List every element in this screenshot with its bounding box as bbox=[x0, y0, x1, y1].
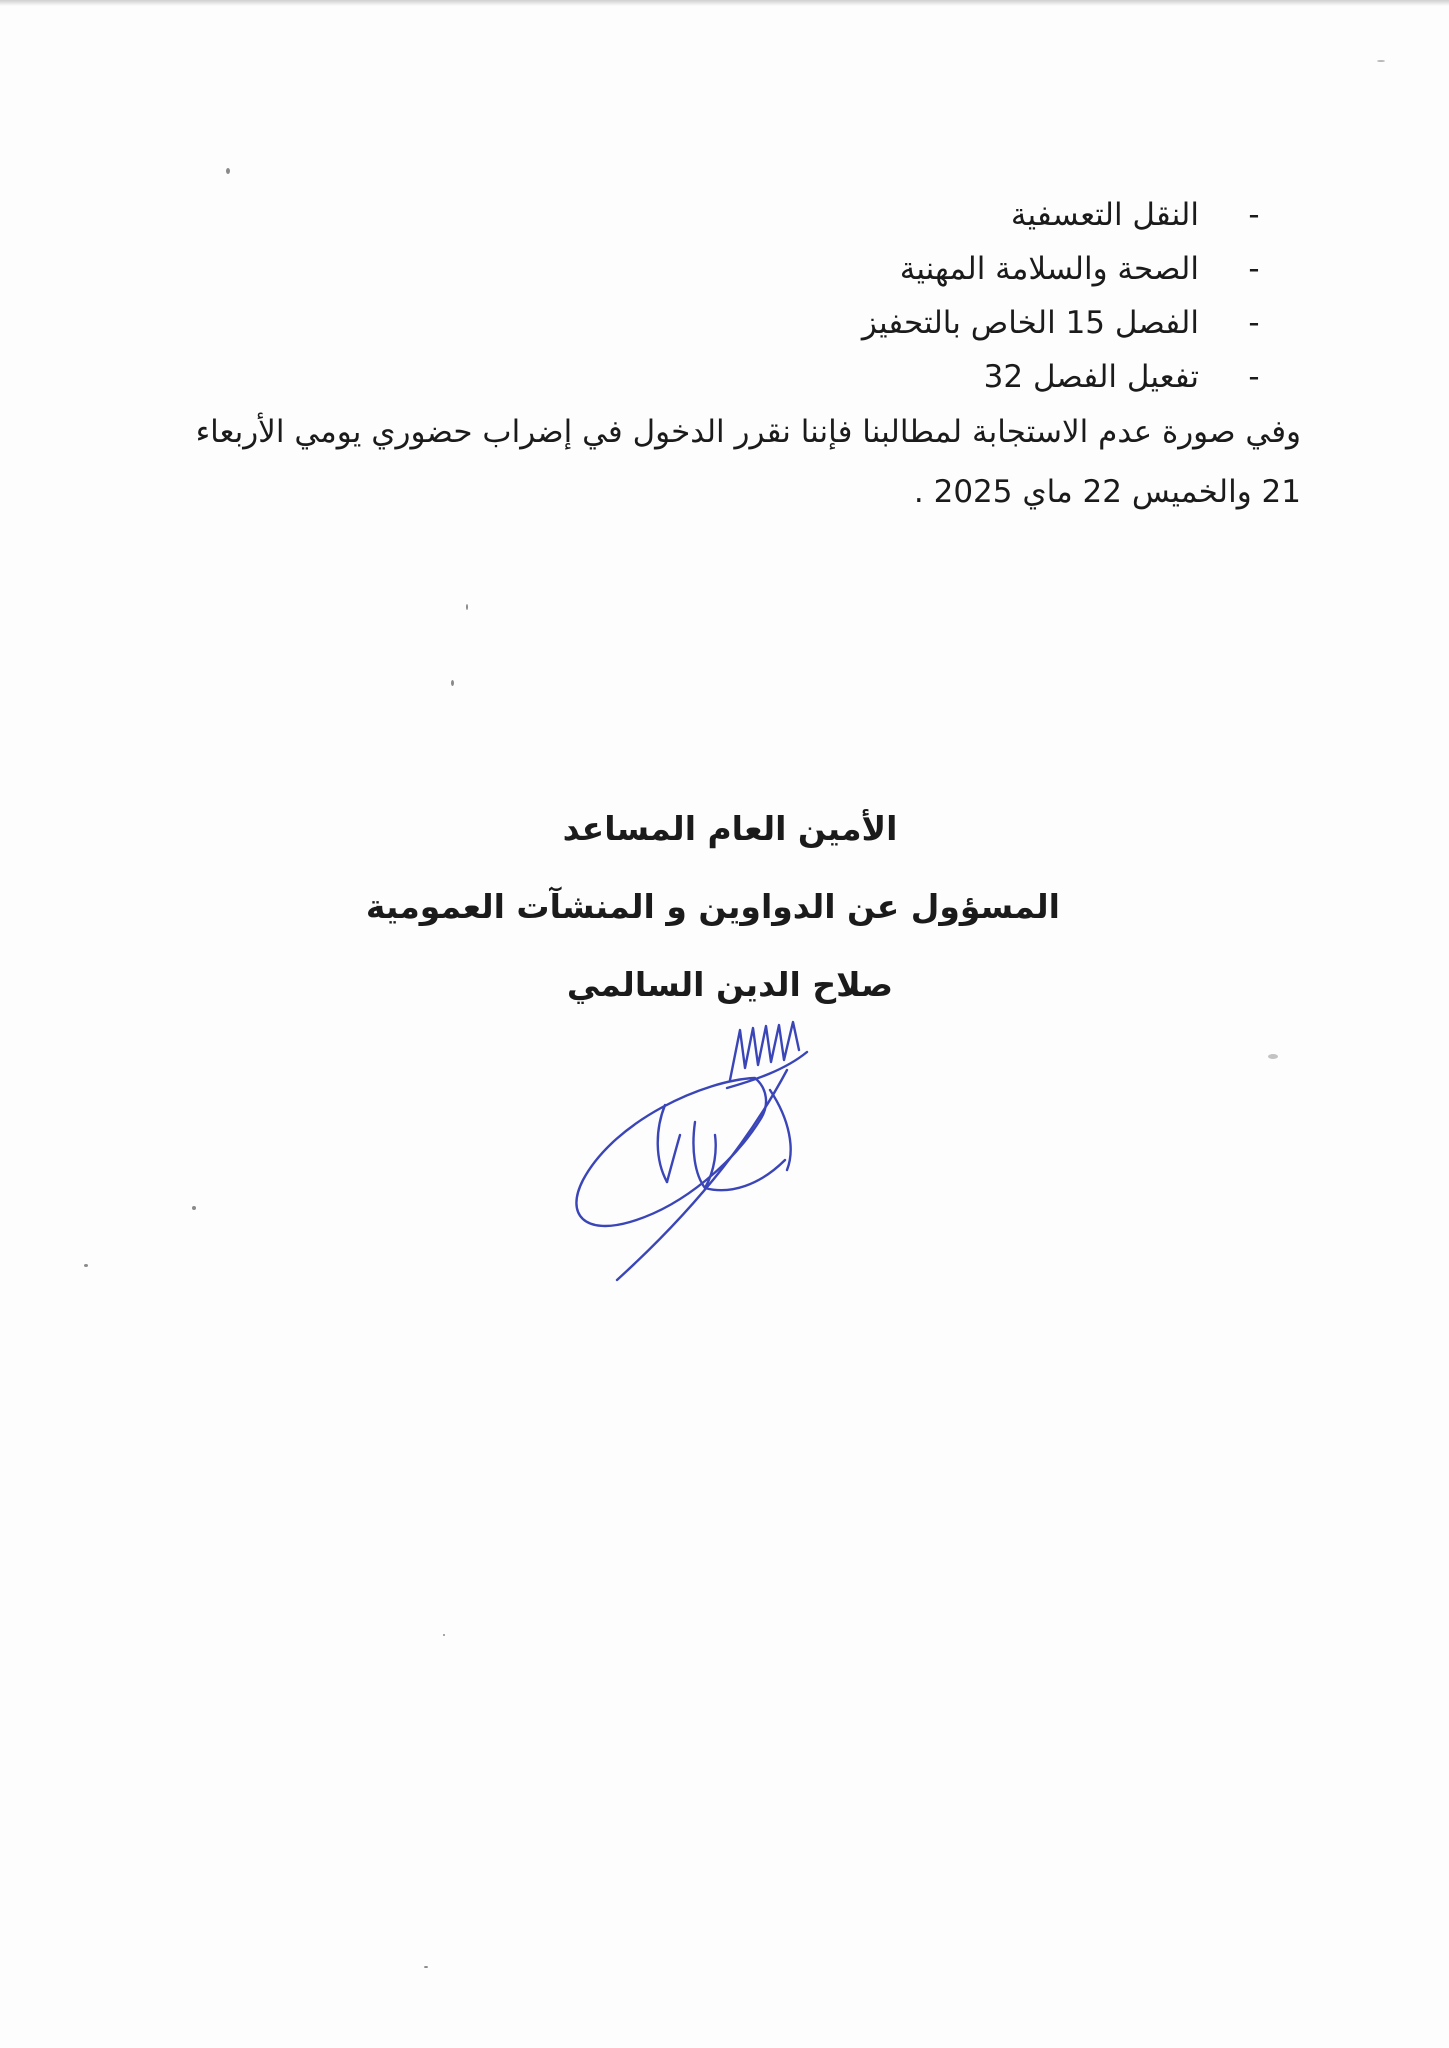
signatory-name: صلاح الدين السالمي bbox=[566, 965, 894, 1004]
handwritten-signature bbox=[555, 1010, 845, 1290]
scan-speck bbox=[226, 168, 230, 174]
list-item bbox=[862, 242, 1269, 296]
signatory-title: الأمين العام المساعد bbox=[562, 809, 898, 848]
scan-speck bbox=[443, 1634, 445, 1636]
signatory-block bbox=[365, 790, 1060, 1024]
list-dash: - bbox=[1248, 359, 1260, 395]
scan-speck bbox=[192, 1206, 196, 1210]
scan-speck bbox=[466, 604, 468, 610]
demands-list bbox=[862, 188, 1269, 404]
paragraph-line-1: وفي صورة عدم الاستجابة لمطالبنا فإننا نقرر الدخول في إضراب حضوري يومي الأربعاء bbox=[195, 414, 1301, 450]
scan-speck bbox=[1268, 1054, 1278, 1059]
scan-speck bbox=[424, 1966, 428, 1968]
list-item bbox=[862, 350, 1269, 404]
scan-speck bbox=[451, 680, 454, 686]
scan-speck bbox=[84, 1264, 88, 1267]
scan-top-edge bbox=[0, 0, 1449, 6]
list-item-text: الفصل 15 الخاص بالتحفيز bbox=[861, 305, 1199, 341]
scan-speck bbox=[1377, 60, 1385, 62]
list-item bbox=[862, 188, 1269, 242]
list-item-text: تفعيل الفصل 32 bbox=[983, 359, 1199, 395]
list-item-text: الصحة والسلامة المهنية bbox=[899, 251, 1199, 287]
list-dash: - bbox=[1248, 251, 1260, 287]
strike-notice-paragraph bbox=[141, 402, 1301, 522]
signatory-role: المسؤول عن الدواوين و المنشآت العمومية bbox=[365, 887, 1060, 926]
paragraph-line-2: 21 والخميس 22 ماي 2025 . bbox=[913, 474, 1301, 510]
list-dash: - bbox=[1248, 305, 1260, 341]
list-item-text: النقل التعسفية bbox=[1010, 197, 1199, 233]
list-dash: - bbox=[1248, 197, 1260, 233]
list-item bbox=[862, 296, 1269, 350]
